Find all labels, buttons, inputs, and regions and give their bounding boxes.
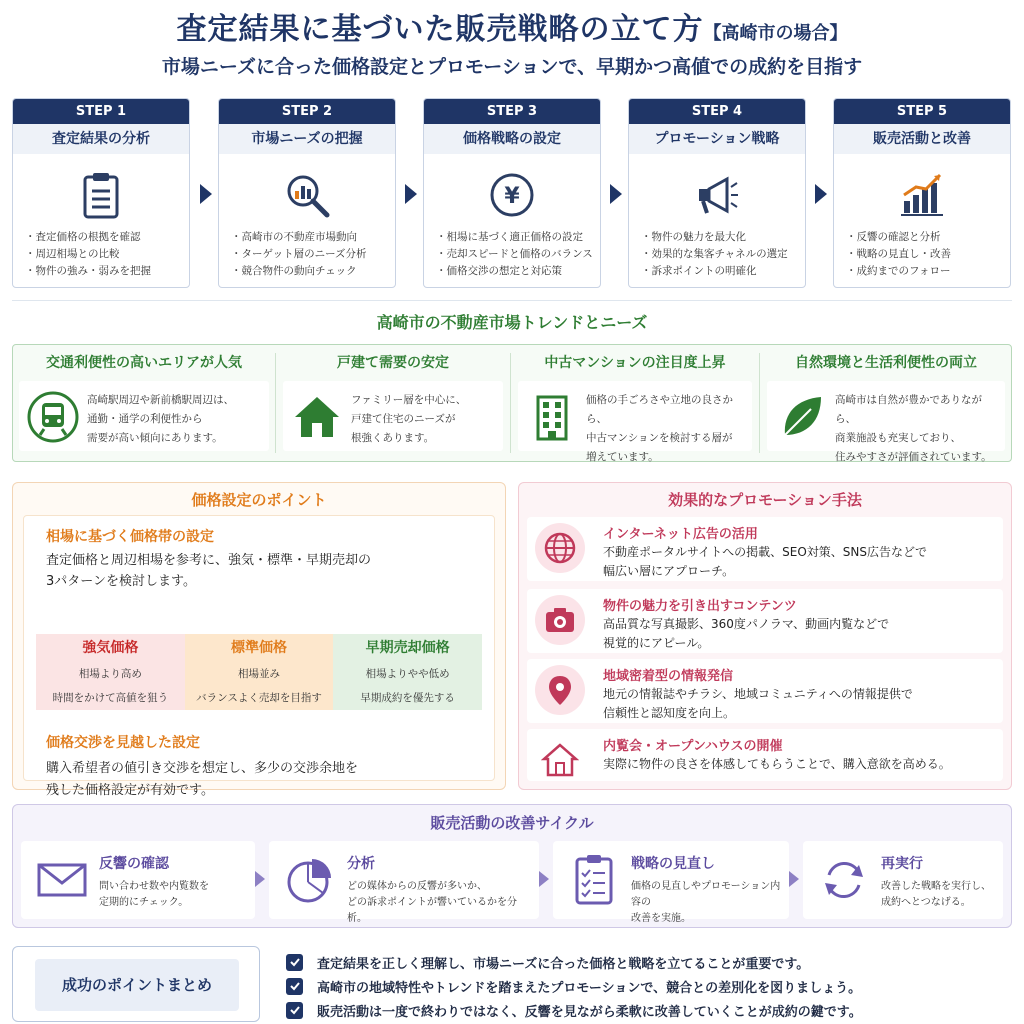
step-card-3 xyxy=(423,98,601,288)
promo-line: 信頼性と認知度を向上。 xyxy=(603,706,736,720)
pricing-section1-text xyxy=(46,550,371,592)
step-label: STEP 3 xyxy=(424,99,600,124)
yen-icon xyxy=(424,171,600,219)
summary-point-text: 高崎市の地域特性やトレンドを踏まえたプロモーションで、競合との差別化を図りましょう。 xyxy=(317,980,862,996)
trend-card-1 xyxy=(13,345,275,461)
promo-item-2 xyxy=(527,589,1003,653)
summary-point xyxy=(286,998,1016,1022)
cycle-line: どの媒体からの反響が多いか、 xyxy=(347,881,487,892)
promo-item-text xyxy=(603,755,997,774)
step-bullet: ・ 売却スピードと価格のバランス xyxy=(436,246,593,263)
building-icon xyxy=(526,391,578,443)
cycle-line: 改善した戦略を実行し、 xyxy=(881,881,991,892)
pie-chart-icon xyxy=(283,853,337,907)
step-bullets xyxy=(25,229,151,280)
summary-point xyxy=(286,974,1016,998)
step-card-1 xyxy=(12,98,190,288)
step-bullets xyxy=(641,229,788,280)
cycle-line: 価格の見直しやプロモーション内容の xyxy=(631,881,781,908)
cycle-item-text xyxy=(99,879,251,911)
step-bullet: ・ 成約までのフォロー xyxy=(846,263,951,280)
promo-item-title: 地域密着型の情報発信 xyxy=(603,669,734,684)
tier-standard xyxy=(185,634,334,710)
promo-item-4 xyxy=(527,729,1003,781)
summary-points xyxy=(286,950,1016,1022)
trend-text xyxy=(586,391,748,467)
step-bullet: ・ 相場に基づく適正価格の設定 xyxy=(436,229,593,246)
trend-card-2 xyxy=(277,345,509,461)
pricing-inner xyxy=(23,515,495,798)
step-bullet: ・ 訴求ポイントの明確化 xyxy=(641,263,788,280)
step-name: 価格戦略の設定 xyxy=(424,124,600,154)
house-icon xyxy=(291,391,343,443)
refresh-icon xyxy=(817,853,871,907)
cycle-arrow-icon xyxy=(539,871,549,887)
globe-icon xyxy=(535,523,585,573)
cycle-item-3 xyxy=(553,841,789,924)
cycle-item-2 xyxy=(269,841,539,924)
checklist-icon xyxy=(567,853,621,907)
step-bullet: ・ 戦略の見直し・改善 xyxy=(846,246,951,263)
page-title-suffix: 【高崎市の場合】 xyxy=(703,23,848,44)
promo-item-title: 内覧会・オープンハウスの開催 xyxy=(603,739,783,754)
trend-heading: 戸建て需要の安定 xyxy=(337,355,449,371)
cycle-line: 定期的にチェック。 xyxy=(99,897,189,908)
tier-line2: 早期成約を優先する xyxy=(360,692,455,704)
svg-text:¥: ¥ xyxy=(504,184,520,209)
cycle-line: 問い合わせ数や内覧数を xyxy=(99,881,209,892)
trends-panel xyxy=(12,344,1012,462)
tier-line2: バランスよく売却を目指す xyxy=(196,692,322,704)
trend-line: 高崎駅周辺や新前橋駅周辺は、 xyxy=(87,394,234,406)
trend-line: 需要が高い傾向にあります。 xyxy=(87,432,223,444)
pricing-line: 残した価格設定が有効です。 xyxy=(46,783,214,798)
promotion-title: 効果的なプロモーション手法 xyxy=(668,491,862,509)
page-subtitle: 市場ニーズに合った価格設定とプロモーションで、早期かつ高値での成約を目指す xyxy=(161,56,863,78)
step-label: STEP 4 xyxy=(629,99,805,124)
trend-line: 中古マンションを検討する層が xyxy=(586,432,733,444)
step-card-5 xyxy=(833,98,1011,288)
tier-early xyxy=(333,634,482,710)
step-bullet: ・ 高崎市の不動産市場動向 xyxy=(231,229,367,246)
step-name: 市場ニーズの把握 xyxy=(219,124,395,154)
trend-body xyxy=(283,381,503,451)
pricing-line: 購入希望者の値引き交渉を想定し、多少の交渉余地を xyxy=(46,761,359,776)
summary-label: 成功のポイントまとめ xyxy=(35,959,239,1011)
trend-card-4 xyxy=(761,345,1011,461)
trend-separator xyxy=(759,353,760,453)
cycle-item-1 xyxy=(21,841,255,919)
trend-text xyxy=(835,391,1001,467)
trend-heading: 自然環境と生活利便性の両立 xyxy=(795,355,977,371)
promo-item-1 xyxy=(527,517,1003,581)
train-icon xyxy=(27,391,79,443)
step-bullet: ・ ターゲット層のニーズ分析 xyxy=(231,246,367,263)
promo-line: 幅広い層にアプローチ。 xyxy=(603,564,735,578)
trend-body xyxy=(767,381,1005,463)
leaf-icon xyxy=(775,391,827,443)
cycle-title: 販売活動の改善サイクル xyxy=(430,814,594,832)
promo-item-text xyxy=(603,615,997,653)
pricing-section2-title: 価格交渉を見越した設定 xyxy=(46,735,200,751)
cycle-item-4 xyxy=(803,841,1003,919)
page-title-main: 査定結果に基づいた販売戦略の立て方 xyxy=(176,12,704,47)
trends-title: 高崎市の不動産市場トレンドとニーズ xyxy=(376,313,648,332)
trend-heading: 交通利便性の高いエリアが人気 xyxy=(46,355,242,371)
trend-line: 通勤・通学の利便性から xyxy=(87,413,203,425)
tier-line2: 時間をかけて高値を狙う xyxy=(52,692,169,704)
summary-point-text: 査定結果を正しく理解し、市場ニーズに合った価格と戦略を立てることが重要です。 xyxy=(317,956,810,972)
improvement-cycle-panel xyxy=(12,804,1012,928)
tier-name: 早期売却価格 xyxy=(365,640,450,656)
cycle-arrow-icon xyxy=(789,871,799,887)
promo-item-title: インターネット広告の活用 xyxy=(603,527,758,542)
step-bullet: ・ 競合物件の動向チェック xyxy=(231,263,367,280)
promo-item-title: 物件の魅力を引き出すコンテンツ xyxy=(603,599,797,614)
promo-line: 高品質な写真撮影、360度パノラマ、動画内覧などで xyxy=(603,617,890,631)
step-arrow-icon xyxy=(815,184,827,204)
envelope-icon xyxy=(35,853,89,907)
trend-line: 住みやすさが評価されています。 xyxy=(835,451,992,463)
trend-body xyxy=(19,381,269,451)
cycle-item-text xyxy=(347,879,535,927)
step-bullets xyxy=(436,229,593,280)
step-bullet: ・ 物件の魅力を最大化 xyxy=(641,229,788,246)
step-name: プロモーション戦略 xyxy=(629,124,805,154)
step-label: STEP 5 xyxy=(834,99,1010,124)
promo-item-3 xyxy=(527,659,1003,723)
step-bullet: ・ 周辺相場との比較 xyxy=(25,246,151,263)
promo-item-text xyxy=(603,685,997,723)
pricing-line: 3パターンを検討します。 xyxy=(46,574,196,589)
tier-name: 強気価格 xyxy=(82,640,139,656)
cycle-item-title: 反響の確認 xyxy=(99,856,169,872)
step-arrow-icon xyxy=(405,184,417,204)
checkbox-checked-icon xyxy=(286,1002,303,1019)
pricing-panel xyxy=(12,482,506,798)
cycle-item-text xyxy=(881,879,999,911)
step-bullet: ・ 価格交渉の想定と対応策 xyxy=(436,263,593,280)
checkbox-checked-icon xyxy=(286,978,303,995)
trend-text xyxy=(351,391,499,448)
trend-heading: 中古マンションの注目度上昇 xyxy=(544,355,726,371)
step-card-2 xyxy=(218,98,396,288)
cycle-line: どの訴求ポイントが響いているかを分析。 xyxy=(347,897,517,924)
step-bullet: ・ 効果的な集客チャネルの選定 xyxy=(641,246,788,263)
summary-box xyxy=(12,946,260,1022)
promo-line: 地元の情報誌やチラシ、地域コミュニティへの情報提供で xyxy=(603,687,913,701)
trend-card-3 xyxy=(512,345,758,461)
step-bullet: ・ 物件の強み・弱みを把握 xyxy=(25,263,151,280)
pricing-line: 査定価格と周辺相場を参考に、強気・標準・早期売却の xyxy=(46,553,372,568)
trend-text xyxy=(87,391,265,448)
trend-line: 価格の手ごろさや立地の良さから、 xyxy=(586,394,733,425)
home-outline-icon xyxy=(535,735,585,785)
clipboard-icon xyxy=(13,171,189,219)
cycle-item-title: 再実行 xyxy=(881,856,923,872)
step-bullets xyxy=(846,229,951,280)
trend-separator xyxy=(510,353,511,453)
step-arrow-icon xyxy=(200,184,212,204)
step-name: 販売活動と改善 xyxy=(834,124,1010,154)
step-bullet: ・ 査定価格の根拠を確認 xyxy=(25,229,151,246)
tier-line1: 相場より高め xyxy=(78,668,142,680)
trend-line: 根強くあります。 xyxy=(351,432,435,444)
trend-body xyxy=(518,381,752,463)
tier-strong xyxy=(36,634,185,710)
promo-item-text xyxy=(603,543,997,581)
step-bullet: ・ 反響の確認と分析 xyxy=(846,229,951,246)
pricing-title: 価格設定のポイント xyxy=(191,491,327,509)
tier-line1: 相場よりやや低め xyxy=(365,668,450,680)
promo-line: 不動産ポータルサイトへの掲載、SEO対策、SNS広告などで xyxy=(603,545,928,559)
cycle-item-title: 戦略の見直し xyxy=(631,856,715,872)
cycle-line: 成約へとつなげる。 xyxy=(881,897,971,908)
step-card-4 xyxy=(628,98,806,288)
page-title xyxy=(0,4,1024,48)
cycle-arrow-icon xyxy=(255,871,265,887)
map-pin-icon xyxy=(535,665,585,715)
pricing-section1-title: 相場に基づく価格帯の設定 xyxy=(46,529,214,545)
cycle-line: 改善を実施。 xyxy=(631,913,691,924)
tier-name: 標準価格 xyxy=(231,640,287,656)
trend-line: ファミリー層を中心に、 xyxy=(351,394,467,406)
step-label: STEP 1 xyxy=(13,99,189,124)
trend-line: 高崎市は自然が豊かでありながら、 xyxy=(835,394,982,425)
magnifier-chart-icon xyxy=(219,171,395,219)
step-arrow-icon xyxy=(610,184,622,204)
price-tiers xyxy=(36,634,482,710)
trend-line: 増えています。 xyxy=(586,451,659,463)
trend-line: 商業施設も充実しており、 xyxy=(835,432,961,444)
checkbox-checked-icon xyxy=(286,954,303,971)
section-divider xyxy=(12,300,1012,301)
trend-line: 戸建て住宅のニーズが xyxy=(351,413,456,425)
pricing-section2-text xyxy=(46,758,358,802)
promo-line: 実際に物件の良さを体感してもらうことで、購入意欲を高める。 xyxy=(603,757,951,771)
step-bullets xyxy=(231,229,367,280)
promo-line: 視覚的にアピール。 xyxy=(603,636,710,650)
summary-point xyxy=(286,950,1016,974)
cycle-item-title: 分析 xyxy=(347,856,375,872)
trend-separator xyxy=(275,353,276,453)
step-name: 査定結果の分析 xyxy=(13,124,189,154)
summary-point-text: 販売活動は一度で終わりではなく、反響を見ながら柔軟に改善していくことが成約の鍵です。 xyxy=(317,1004,862,1020)
camera-icon xyxy=(535,595,585,645)
cycle-item-text xyxy=(631,879,785,927)
tier-line1: 相場並み xyxy=(238,668,280,680)
bar-chart-icon xyxy=(834,171,1010,219)
promotion-panel xyxy=(518,482,1012,790)
step-label: STEP 2 xyxy=(219,99,395,124)
megaphone-icon xyxy=(629,171,805,219)
steps-row xyxy=(12,98,1012,288)
